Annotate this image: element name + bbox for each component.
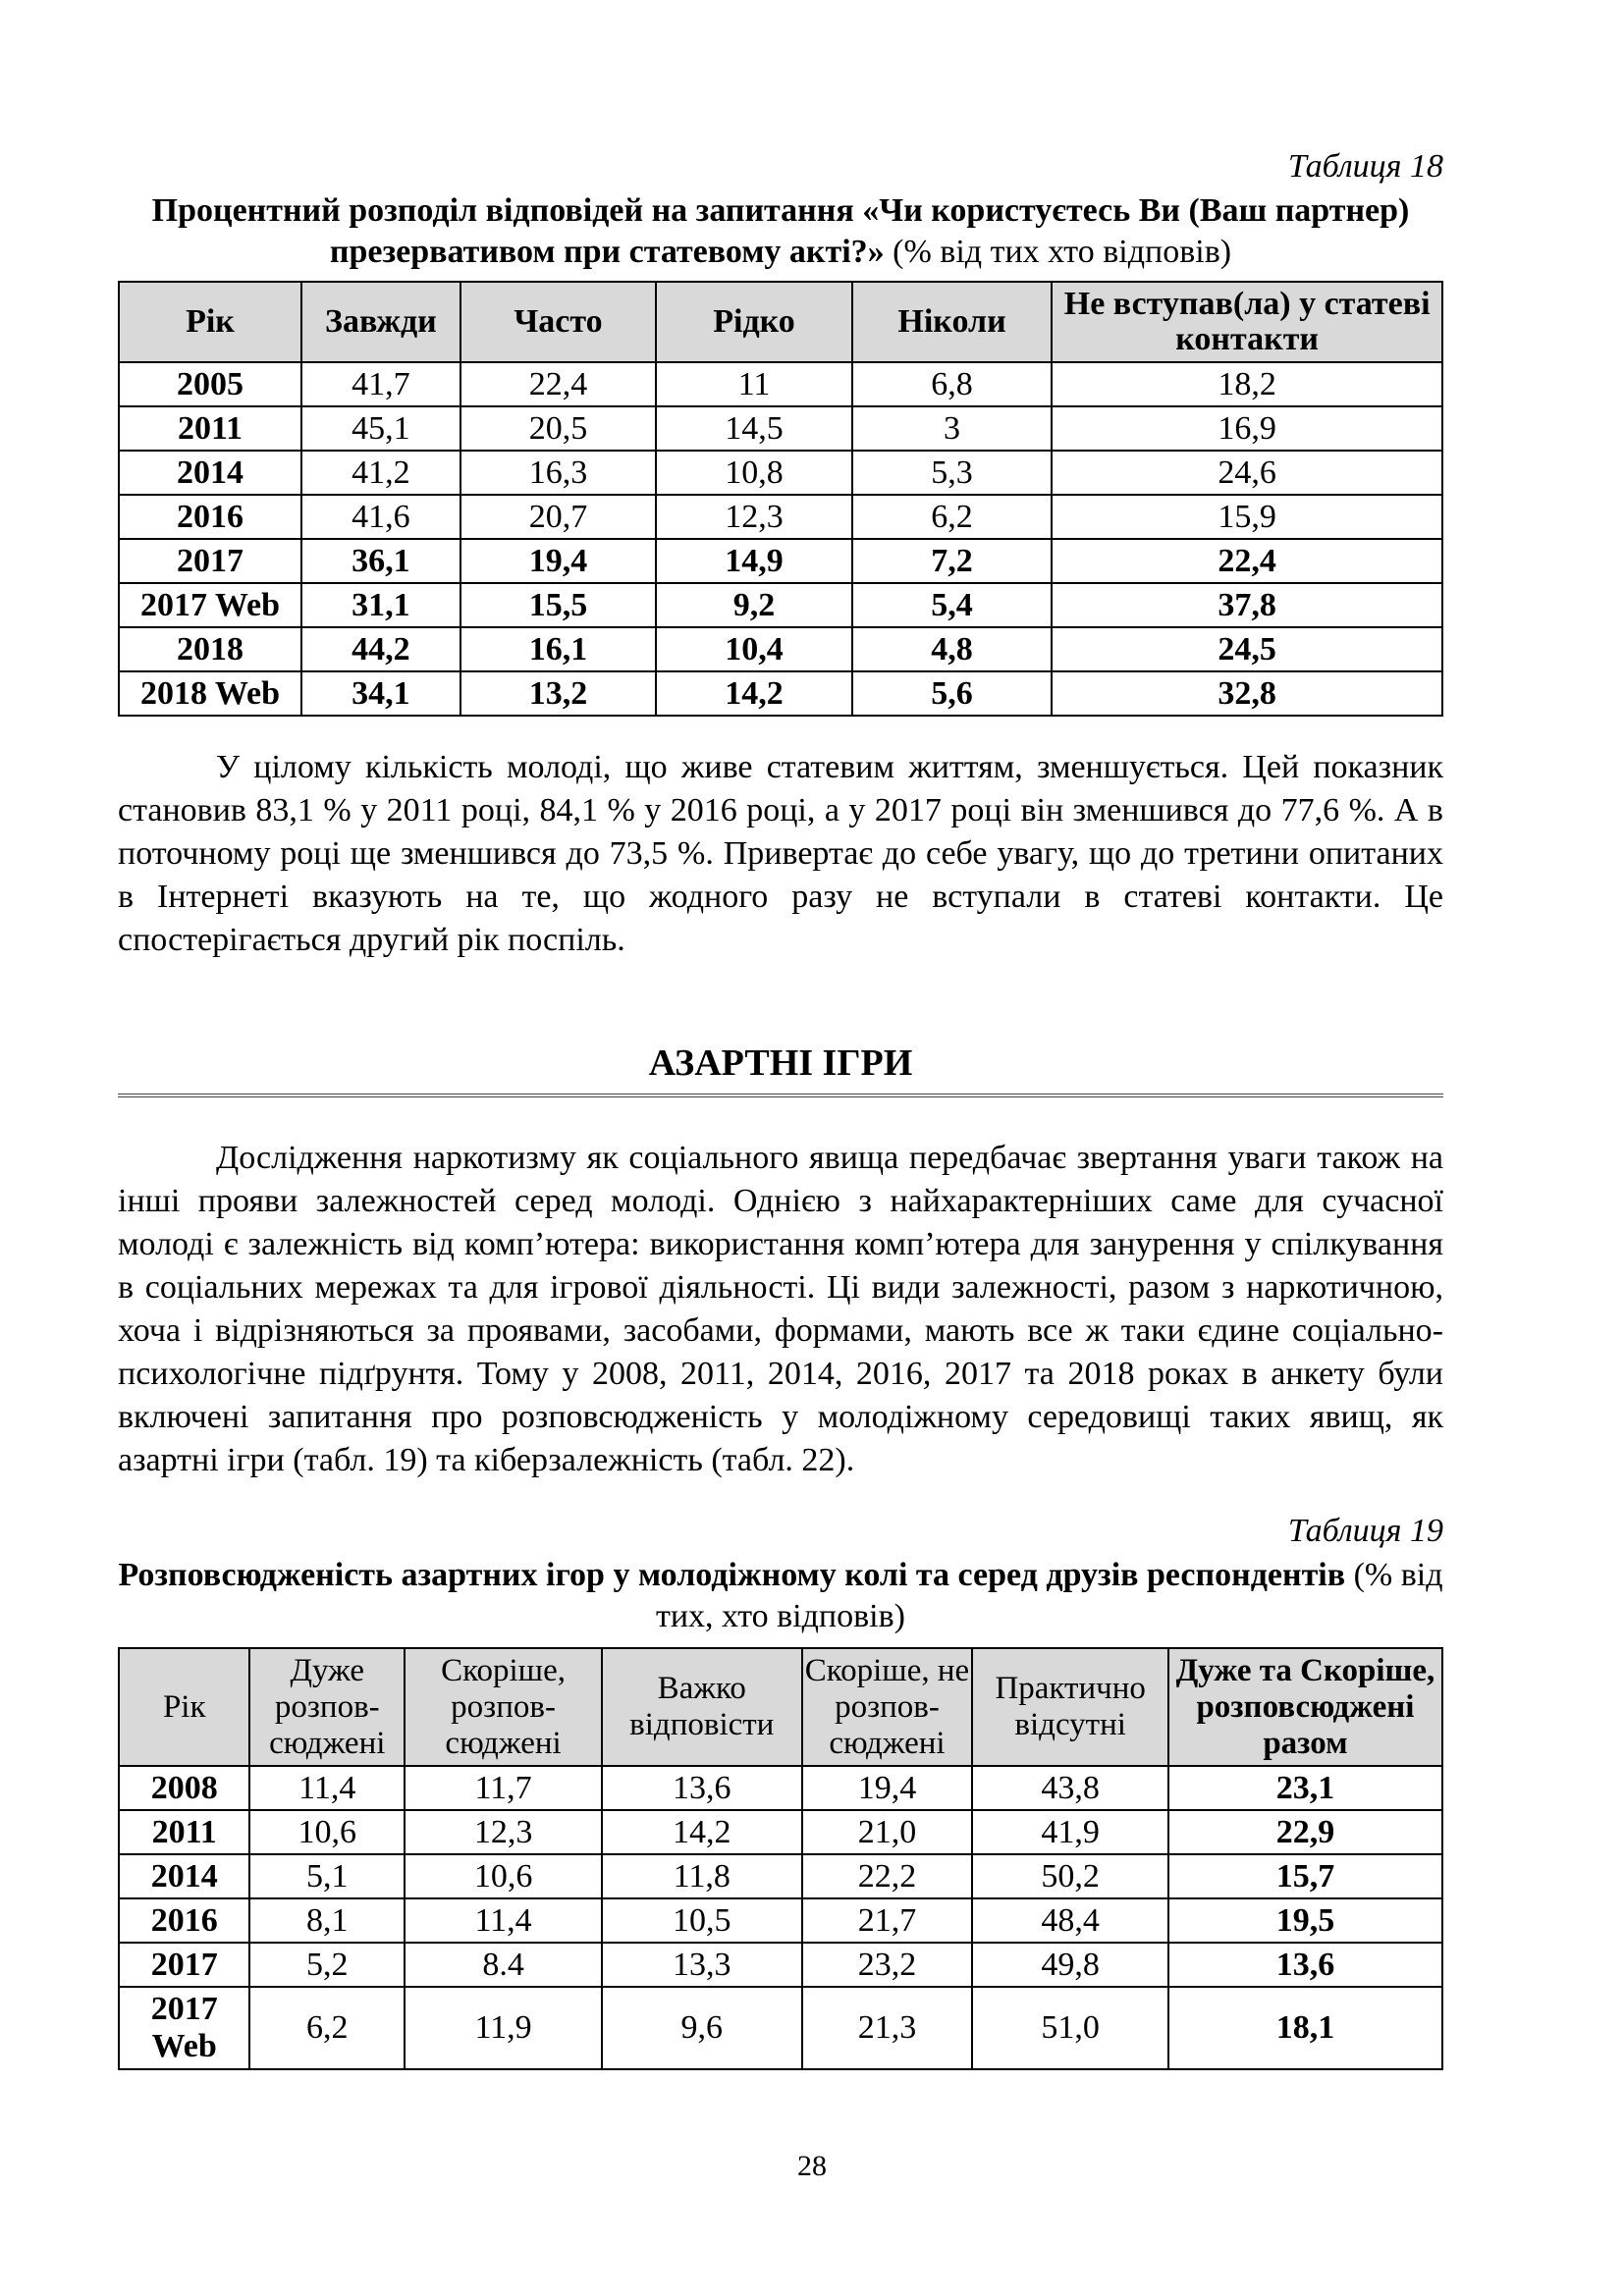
- table-cell: 22,4: [460, 362, 657, 406]
- table-18-header: Часто: [460, 282, 657, 362]
- table-row: [119, 1987, 1442, 2069]
- table-19-header: Важко відповісти: [602, 1648, 802, 1766]
- table-19-header: Скоріше, не розпов-сюджені: [802, 1648, 973, 1766]
- table-cell: 37,8: [1052, 583, 1442, 627]
- table-cell: 10,5: [602, 1898, 802, 1943]
- table-cell: 49,8: [972, 1943, 1168, 1987]
- table-cell-total: 15,7: [1168, 1854, 1442, 1898]
- table-cell-year: 2014: [119, 451, 301, 495]
- table-cell-year: 2017 Web: [119, 583, 301, 627]
- table-cell: 11,8: [602, 1854, 802, 1898]
- table-cell-year: 2016: [119, 495, 301, 539]
- table-row: [119, 1766, 1442, 1810]
- table-cell-total: 23,1: [1168, 1766, 1442, 1810]
- table-cell-year: 2018: [119, 627, 301, 671]
- table-cell: 14,2: [656, 671, 852, 716]
- section-heading: АЗАРТНІ ІГРИ: [118, 1039, 1443, 1097]
- table-cell: 14,5: [656, 406, 852, 451]
- table-19-header: Дуже та Скоріше, розповсюджені разом: [1168, 1648, 1442, 1766]
- table-cell: 21,7: [802, 1898, 973, 1943]
- table-cell: 23,2: [802, 1943, 973, 1987]
- table-cell: 13,6: [602, 1766, 802, 1810]
- table-cell: 20,7: [460, 495, 657, 539]
- table-cell: 16,1: [460, 627, 657, 671]
- table-row: [119, 495, 1442, 539]
- table-18-title-bold: Процентний розподіл відповідей на запитання «Чи користуєтесь Ви (Ваш партнер) презервативом при статевому акті?»: [151, 192, 1410, 270]
- table-18-header-row: [119, 282, 1442, 362]
- table-row: [119, 1810, 1442, 1854]
- table-19: [118, 1647, 1443, 2070]
- table-19-header: Скоріше, розпов-сюджені: [405, 1648, 602, 1766]
- table-cell: 41,6: [301, 495, 460, 539]
- table-cell-total: 13,6: [1168, 1943, 1442, 1987]
- table-row: [119, 1898, 1442, 1943]
- table-row: [119, 671, 1442, 716]
- table-cell-year: 2017 Web: [119, 1987, 249, 2069]
- table-cell: 19,4: [802, 1766, 973, 1810]
- table-cell: 12,3: [656, 495, 852, 539]
- table-18-header: Рік: [119, 282, 301, 362]
- table-row: [119, 406, 1442, 451]
- table-18-header: Ніколи: [852, 282, 1053, 362]
- table-cell: 36,1: [301, 539, 460, 583]
- table-cell-year: 2008: [119, 1766, 249, 1810]
- table-cell: 45,1: [301, 406, 460, 451]
- table-row: [119, 362, 1442, 406]
- table-cell: 5,2: [249, 1943, 405, 1987]
- table-row: [119, 539, 1442, 583]
- table-cell: 18,2: [1052, 362, 1442, 406]
- table-cell-year: 2016: [119, 1898, 249, 1943]
- table-cell: 34,1: [301, 671, 460, 716]
- table-cell: 5,1: [249, 1854, 405, 1898]
- table-row: [119, 451, 1442, 495]
- table-19-title-bold: Розповсюдженість азартних ігор у молодіжному колі та серед друзів респондентів: [118, 1557, 1346, 1593]
- table-cell: 19,4: [460, 539, 657, 583]
- table-cell: 10,6: [405, 1854, 602, 1898]
- table-cell: 10,4: [656, 627, 852, 671]
- table-cell: 50,2: [972, 1854, 1168, 1898]
- table-cell: 14,9: [656, 539, 852, 583]
- table-cell-year: 2018 Web: [119, 671, 301, 716]
- table-cell: 11,4: [405, 1898, 602, 1943]
- table-cell: 16,3: [460, 451, 657, 495]
- table-19-number: Таблиця 19: [1287, 1513, 1443, 1549]
- table-18-number: Таблиця 18: [1287, 148, 1443, 185]
- table-19-header: Рік: [119, 1648, 249, 1766]
- table-18: [118, 281, 1443, 717]
- table-cell: 13,2: [460, 671, 657, 716]
- table-cell: 22,4: [1052, 539, 1442, 583]
- table-cell: 13,3: [602, 1943, 802, 1987]
- document-page: [118, 147, 1443, 2070]
- table-cell: 4,8: [852, 627, 1053, 671]
- table-cell-total: 22,9: [1168, 1810, 1442, 1854]
- table-cell: 3: [852, 406, 1053, 451]
- table-cell: 6,2: [852, 495, 1053, 539]
- table-cell: 10,8: [656, 451, 852, 495]
- paragraph-sexual-activity: У цілому кількість молоді, що живе статевим життям, зменшується. Цей показник становив 83,1 % у 2011 році, 84,1 % у 2016 році, а у 2017 році він зменшився до 77,6 %. А в поточному році ще зменшився до 73,5 %. Привертає до себе увагу, що до третини опитаних в Інтернеті вказують на те, що жодного разу не вступали в статеві контакти. Це спостерігається другий рік поспіль.: [118, 749, 1443, 958]
- table-cell: 31,1: [301, 583, 460, 627]
- table-cell: 41,7: [301, 362, 460, 406]
- table-cell: 21,0: [802, 1810, 973, 1854]
- table-cell: 51,0: [972, 1987, 1168, 2069]
- table-cell: 11,7: [405, 1766, 602, 1810]
- table-cell: 12,3: [405, 1810, 602, 1854]
- table-19-header: Дуже розпов-сюджені: [249, 1648, 405, 1766]
- table-cell: 5,3: [852, 451, 1053, 495]
- table-cell: 7,2: [852, 539, 1053, 583]
- table-cell: 32,8: [1052, 671, 1442, 716]
- table-cell: 8,1: [249, 1898, 405, 1943]
- table-18-header: Завжди: [301, 282, 460, 362]
- table-cell: 11,4: [249, 1766, 405, 1810]
- table-cell: 41,2: [301, 451, 460, 495]
- table-cell: 10,6: [249, 1810, 405, 1854]
- table-row: [119, 1854, 1442, 1898]
- table-cell-year: 2011: [119, 406, 301, 451]
- table-18-header: Рідко: [656, 282, 852, 362]
- table-cell: 11: [656, 362, 852, 406]
- table-19-header-row: [119, 1648, 1442, 1766]
- table-cell-year: 2011: [119, 1810, 249, 1854]
- table-cell: 9,2: [656, 583, 852, 627]
- table-cell-year: 2005: [119, 362, 301, 406]
- table-cell: 8.4: [405, 1943, 602, 1987]
- table-cell: 24,5: [1052, 627, 1442, 671]
- table-row: [119, 1943, 1442, 1987]
- page-number: 28: [797, 2150, 827, 2182]
- table-cell-year: 2017: [119, 1943, 249, 1987]
- table-cell: 43,8: [972, 1766, 1168, 1810]
- table-cell: 15,5: [460, 583, 657, 627]
- table-cell-year: 2017: [119, 539, 301, 583]
- table-cell-total: 18,1: [1168, 1987, 1442, 2069]
- table-cell: 44,2: [301, 627, 460, 671]
- paragraph-gambling-intro: Дослідження наркотизму як соціального явища передбачає звертання уваги також на інші прояви залежностей серед молоді. Однією з найхарактерніших саме для сучасної молоді є залежність від комп’ютера: використання комп’ютера для занурення у спілкування в соціальних мережах та для ігрової діяльності. Ці види залежності, разом з наркотичною, хоча і відрізняються за проявами, засобами, формами, мають все ж таки єдине соціально-психологічне підґрунтя. Тому у 2008, 2011, 2014, 2016, 2017 та 2018 роках в анкету були включені запитання про розповсюдженість у молодіжному середовищі таких явищ, як азартні ігри (табл. 19) та кіберзалежність (табл. 22).: [118, 1140, 1443, 1478]
- table-cell: 5,6: [852, 671, 1053, 716]
- table-cell: 20,5: [460, 406, 657, 451]
- table-cell: 15,9: [1052, 495, 1442, 539]
- table-row: [119, 583, 1442, 627]
- table-row: [119, 627, 1442, 671]
- table-cell: 11,9: [405, 1987, 602, 2069]
- table-cell: 48,4: [972, 1898, 1168, 1943]
- table-cell: 14,2: [602, 1810, 802, 1854]
- table-cell: 41,9: [972, 1810, 1168, 1854]
- table-19-header: Практично відсутні: [972, 1648, 1168, 1766]
- table-cell: 9,6: [602, 1987, 802, 2069]
- table-cell: 6,2: [249, 1987, 405, 2069]
- table-cell: 21,3: [802, 1987, 973, 2069]
- table-19-title-note: (% від тих, хто відповів): [656, 1557, 1443, 1634]
- table-cell-total: 19,5: [1168, 1898, 1442, 1943]
- table-19-title: [118, 1555, 1443, 1637]
- table-cell: 22,2: [802, 1854, 973, 1898]
- table-cell: 16,9: [1052, 406, 1442, 451]
- table-cell: 5,4: [852, 583, 1053, 627]
- table-cell: 6,8: [852, 362, 1053, 406]
- table-cell-year: 2014: [119, 1854, 249, 1898]
- table-cell: 24,6: [1052, 451, 1442, 495]
- table-18-header: Не вступав(ла) у статеві контакти: [1052, 282, 1442, 362]
- table-18-title-note: (% від тих хто відповів): [884, 234, 1232, 270]
- table-18-title: [118, 190, 1443, 273]
